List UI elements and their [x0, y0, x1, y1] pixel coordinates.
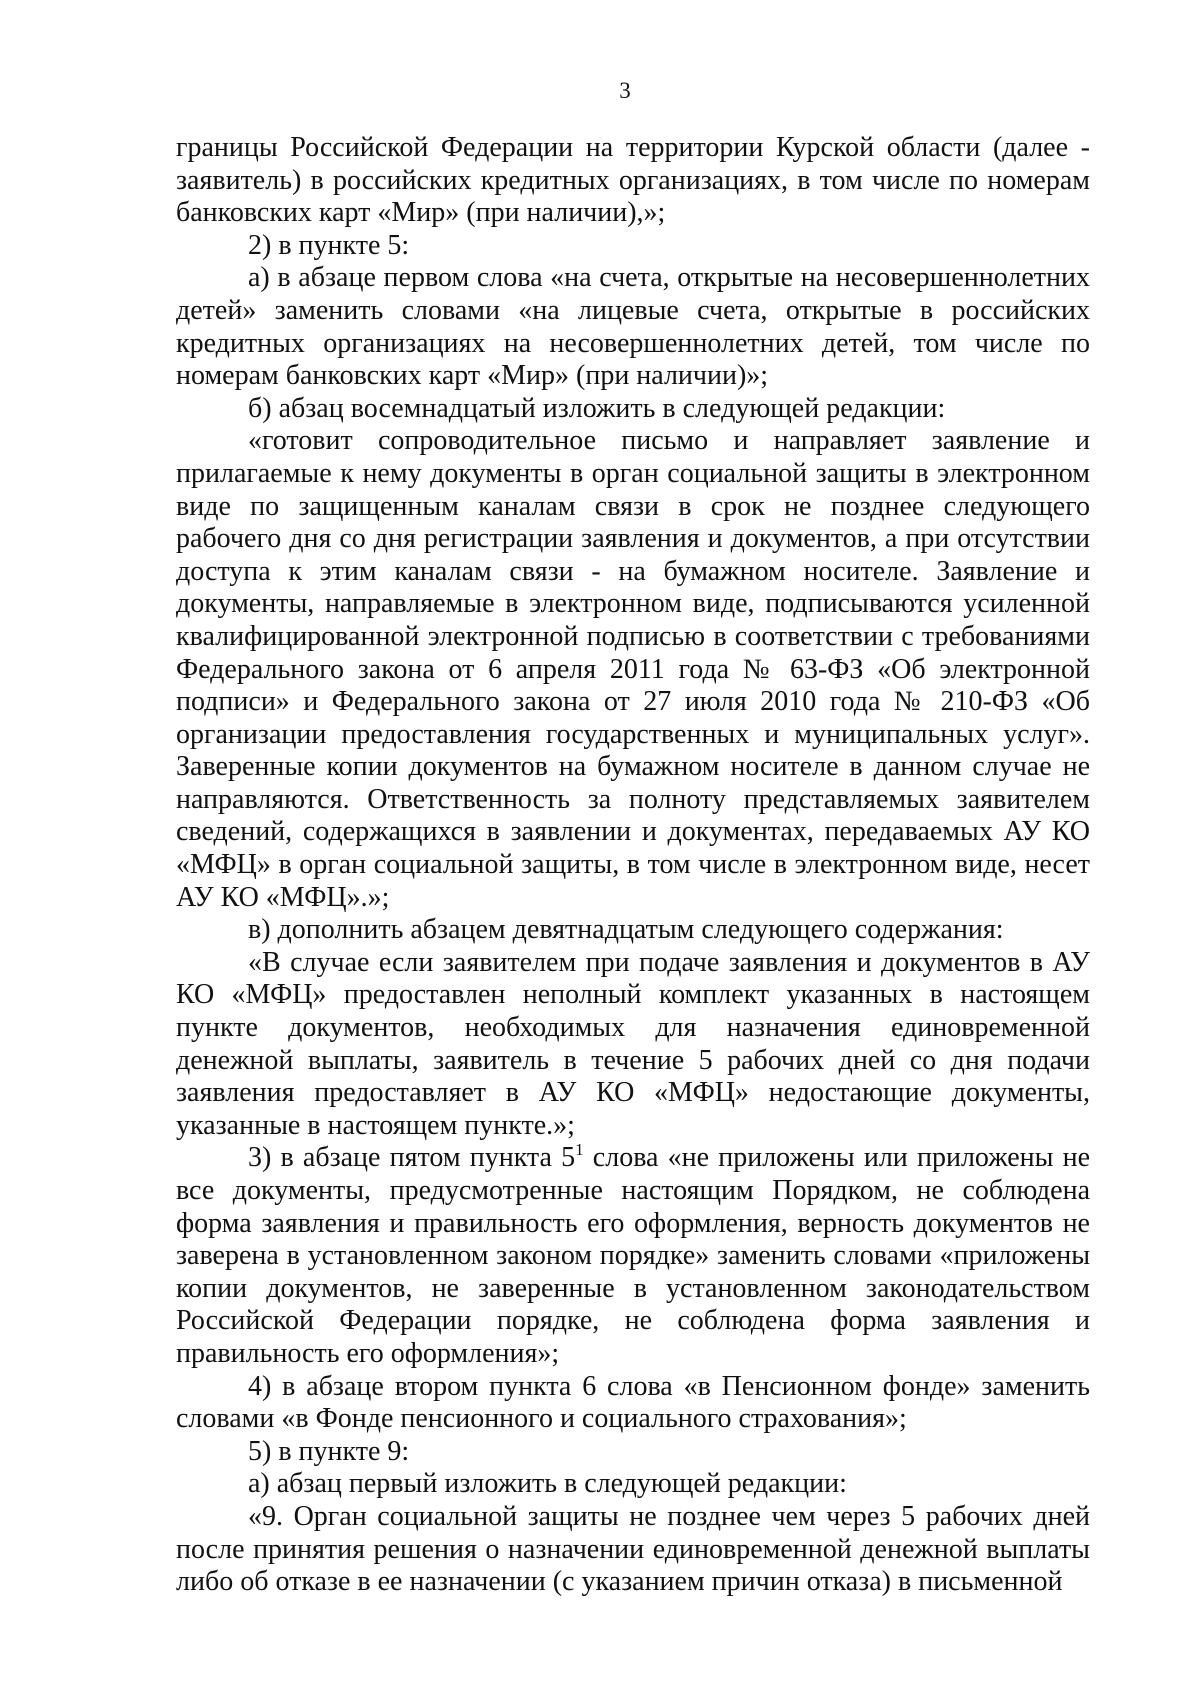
paragraph: 5) в пункте 9: — [248, 1435, 410, 1467]
paragraph: 4) в абзаце втором пункта 6 слова «в Пенсионном фонде» заменить словами «в Фонде пенсионного и социального страхования»; — [176, 1370, 1090, 1435]
paragraph: а) абзац первый изложить в следующей редакции: — [248, 1468, 847, 1500]
paragraph: «9. Орган социальной защиты не позднее чем через 5 рабочих дней после принятия решения о назначении единовременной денежной выплаты либо об отказе в ее назначении (с указанием причин отказа) в письменной — [176, 1500, 1090, 1598]
paragraph: в) дополнить абзацем девятнадцатым следующего содержания: — [248, 914, 1004, 946]
paragraph: «В случае если заявителем при подаче заявления и документов в АУ КО «МФЦ» предоставлен неполный комплект указанных в настоящем пункте документов, необходимых для назначения единовременной денежной выплаты, заявитель в течение 5 рабочих дней со дня подачи заявления предоставляет в АУ КО «МФЦ» недостающие документы, указанные в настоящем пункте.»; — [176, 946, 1090, 1141]
paragraph: границы Российской Федерации на территории Курской области (далее - заявитель) в российских кредитных организациях, в том числе по номерам банковских карт «Мир» (при наличии),»; — [176, 132, 1090, 229]
paragraph-text-before: 3) в абзаце пятом пункта 5 — [248, 1142, 576, 1174]
paragraph: б) абзац восемнадцатый изложить в следующей редакции: — [248, 392, 946, 424]
paragraph: «готовит сопроводительное письмо и направляет заявление и прилагаемые к нему документы в орган социальной защиты в электронном виде по защищенным каналам связи в срок не позднее следующего рабочего дня со дня регистрации заявления и документов, а при отсутствии доступа к этим каналам связи - на бумажном носителе. Заявление и документы, направляемые в электронном виде, подписываются усиленной квалифицированной электронной подписью в соответствии с требованиями Федерального закона от 6 апреля 2011 года № 63-ФЗ «Об электронной подписи» и Федерального закона от 27 июля 2010 года № 210-ФЗ «Об организации предоставления государственных и муниципальных услуг». Заверенные копии документов на бумажном носителе в данном случае не направляются. Ответственность за полноту представляемых заявителем сведений, содержащихся в заявлении и документах, передаваемых АУ КО «МФЦ» в орган социальной защиты, в том числе в электронном виде, несет АУ КО «МФЦ».»; — [176, 425, 1090, 913]
paragraph-text-after: слова «не приложены или приложены не все документы, предусмотренные настоящим Порядком, не соблюдена форма заявления и правильность его оформления, верность документов не заверена в установленном законом порядке» заменить словами «приложены копии документов, не заверенные в установленном законодательством Российской Федерации порядке, не соблюдена форма заявления и правильность его оформления»; — [176, 1142, 1091, 1369]
document-body — [176, 132, 1090, 1599]
paragraph-with-superscript — [176, 1142, 1090, 1370]
page-number: 3 — [619, 78, 631, 103]
paragraph: 2) в пункте 5: — [248, 229, 410, 261]
paragraph: а) в абзаце первом слова «на счета, открытые на несовершеннолетних детей» заменить словами «на лицевые счета, открытые в российских кредитных организациях на несовершеннолетних детей, том числе по номерам банковских карт «Мир» (при наличии)»; — [176, 262, 1090, 392]
superscript: 1 — [575, 1140, 584, 1160]
